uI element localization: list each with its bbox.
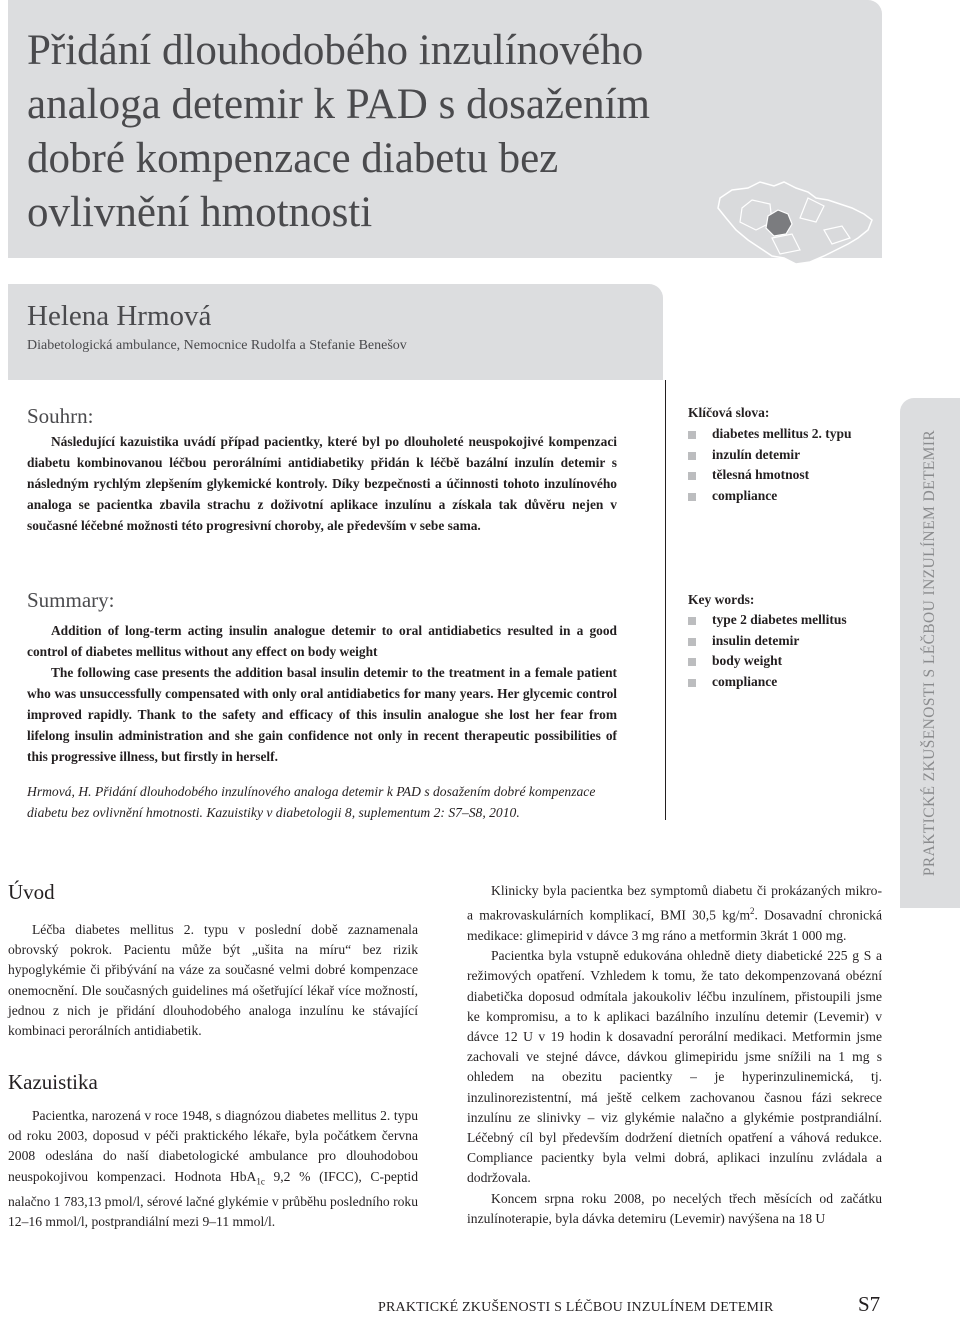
keywords-cz-list — [688, 424, 852, 506]
side-label: PRAKTICKÉ ZKUŠENOSTI S LÉČBOU INZULÍNEM DETEMIR — [921, 429, 938, 877]
bullet-square-icon — [688, 493, 696, 501]
kazuistika-text — [8, 1106, 418, 1232]
keyword-item: compliance — [688, 672, 847, 693]
bullet-square-icon — [688, 679, 696, 687]
kazuistika-heading: Kazuistika — [8, 1070, 98, 1094]
right-paragraph-2: Pacientka byla vstupně edukována ohledně diety diabetické 225 g S a režimových opatření. Vzhledem k tomu, že tato dekompenzovaná obézní diabetička doposud odmítala jakoukoliv léčbu inzulínem, přistoupili jsme ke kompromisu, a to k aplikaci bazálního inzulínu detemir (Levemir) v dávce 12 U v 19 hodin k dosavadní perorální medikaci. Metformin jsme zachovali ve stejné dávce, dávkou glimepiridu jsme snížili na 1 mg s ohledem na obezitu pacientky – je hyperinzulinemická, tj. inzulinorezistentní, má ještě celkem zachovanou časnou fázi sekrece inzulínu ze slinivky – viz glykémie nalačno a glykémie postprandiální. Léčebný cíl byl především dodržení dietních opatření a váhová redukce. Compliance pacientky byla velmi dobrá, aplikaci inzulínu zvládala a dodržovala. — [467, 948, 882, 1186]
keyword-item: tělesná hmotnost — [688, 465, 852, 486]
bullet-square-icon — [688, 638, 696, 646]
citation: Hrmová, H. Přidání dlouhodobého inzulínového analoga detemir k PAD s dosažením dobré kompenzace diabetu bez ovlivnění hmotnosti. Kazuistiky v diabetologii 8, suplementum 2: S7–S8, 2010. — [27, 784, 596, 820]
keyword-item: diabetes mellitus 2. typu — [688, 424, 852, 445]
bullet-square-icon — [688, 617, 696, 625]
keyword-item: compliance — [688, 486, 852, 507]
uvod-text — [8, 920, 418, 1041]
author-name: Helena Hrmová — [27, 300, 212, 332]
keyword-item: insulin detemir — [688, 631, 847, 652]
keyword-item: body weight — [688, 651, 847, 672]
right-paragraph-3: Koncem srpna roku 2008, po necelých třech měsících od začátku inzulínoterapie, byla dávka detemiru (Levemir) navýšena na 18 U — [467, 1190, 882, 1226]
keywords-en-heading: Key words: — [688, 592, 755, 607]
column-divider — [665, 380, 666, 820]
keyword-item: inzulín detemir — [688, 445, 852, 466]
bullet-square-icon — [688, 472, 696, 480]
bullet-square-icon — [688, 658, 696, 666]
uvod-heading: Úvod — [8, 880, 55, 904]
uvod-paragraph: Léčba diabetes mellitus 2. typu v poslední době zaznamenala obrovský pokrok. Pacientu může být „ušita na míru“ bez rizik hypoglykémie či přibývání na váze za současné velmi dobré kompenzace onemocnění. Dle současných guidelines má ošetřující lékař více možností, jednou z nich je přidání dlouhodobého analoga inzulínu ke stávající kombinaci perorálních antidiabetik. — [8, 922, 418, 1039]
right-paragraph-1: Klinicky byla pacientka bez symptomů diabetu či prokázaných mikro- a makrovaskulárních komplikací, BMI 30,5 $kg/m^2$. Dosavadní chronická medikace: glimepirid v dávce 3 mg ráno a metformin 3krát 1 000 mg. — [467, 883, 882, 943]
souhrn-heading: Souhrn: — [27, 404, 94, 428]
running-footer: PRAKTICKÉ ZKUŠENOSTI S LÉČBOU INZULÍNEM DETEMIR — [378, 1300, 774, 1315]
summary-heading: Summary: — [27, 588, 115, 612]
summary-paragraph-1: Addition of long-term acting insulin analogue detemir to oral antidiabetics resulted in a good control of diabetes mellitus without any effect on body weight — [27, 623, 617, 659]
souhrn-paragraph: Následující kazuistika uvádí případ pacientky, které byl po dlouholeté neuspokojivé kompenzaci diabetu kombinovanou léčbou perorálními antidiabetiky přidán k léčbě bazální inzulín detemir s následným rychlým zlepšením glykemické kontroly. Díky bezpečnosti a účinnosti tohoto inzulínového analoga se pacientka zbavila strachu z doživotní aplikace inzulínu a získala tak důvěru nejen v současné léčebné možnosti této progresivní choroby, ale především v sebe sama. — [27, 434, 617, 533]
keywords-cz-heading: Klíčová slova: — [688, 405, 770, 420]
keyword-item: type 2 diabetes mellitus — [688, 610, 847, 631]
author-affiliation: Diabetologická ambulance, Nemocnice Rudolfa a Stefanie Benešov — [27, 338, 407, 353]
kazuistika-paragraph: Pacientka, narozená v roce 1948, s diagnózou diabetes mellitus 2. typu od roku 2003, doposud v péči praktického lékaře, byla počátkem června 2008 odeslána do naší diabetologické ambulance pro dlouhodobou neuspokojivou kompenzaci. Hodnota HbA$_{1c}$ 9,2 % (IFCC), C-peptid nalačno 1 783,13 pmol/l, sérové lačné glykémie v průběhu posledního roku 12–16 mmol/l, postprandiální mezi 9–11 mmol/l. — [8, 1108, 419, 1229]
keywords-en-list — [688, 610, 847, 692]
czech-map-icon — [712, 178, 877, 270]
bullet-square-icon — [688, 452, 696, 460]
right-column-text — [467, 881, 882, 1229]
page-number: S7 — [858, 1292, 881, 1316]
summary-paragraph-2: The following case presents the addition basal insulin detemir to the treatment in a female patient who was unsuccessfully compensated with only oral antidiabetics for many years. Her glycemic control improved rapidly. Thank to the safety and efficacy of this insulin analogue she lost her fear from lifelong insulin administration and she gain confidence not only in recent therapeutic possibilities of this progressive illness, but firstly in herself. — [27, 665, 617, 764]
bullet-square-icon — [688, 431, 696, 439]
souhrn-text — [27, 431, 617, 536]
summary-text — [27, 620, 617, 767]
article-title: Přidání dlouhodobého inzulínového analoga detemir k PAD s dosažením dobré kompenzace diabetu bez ovlivnění hmotnosti — [27, 27, 650, 236]
